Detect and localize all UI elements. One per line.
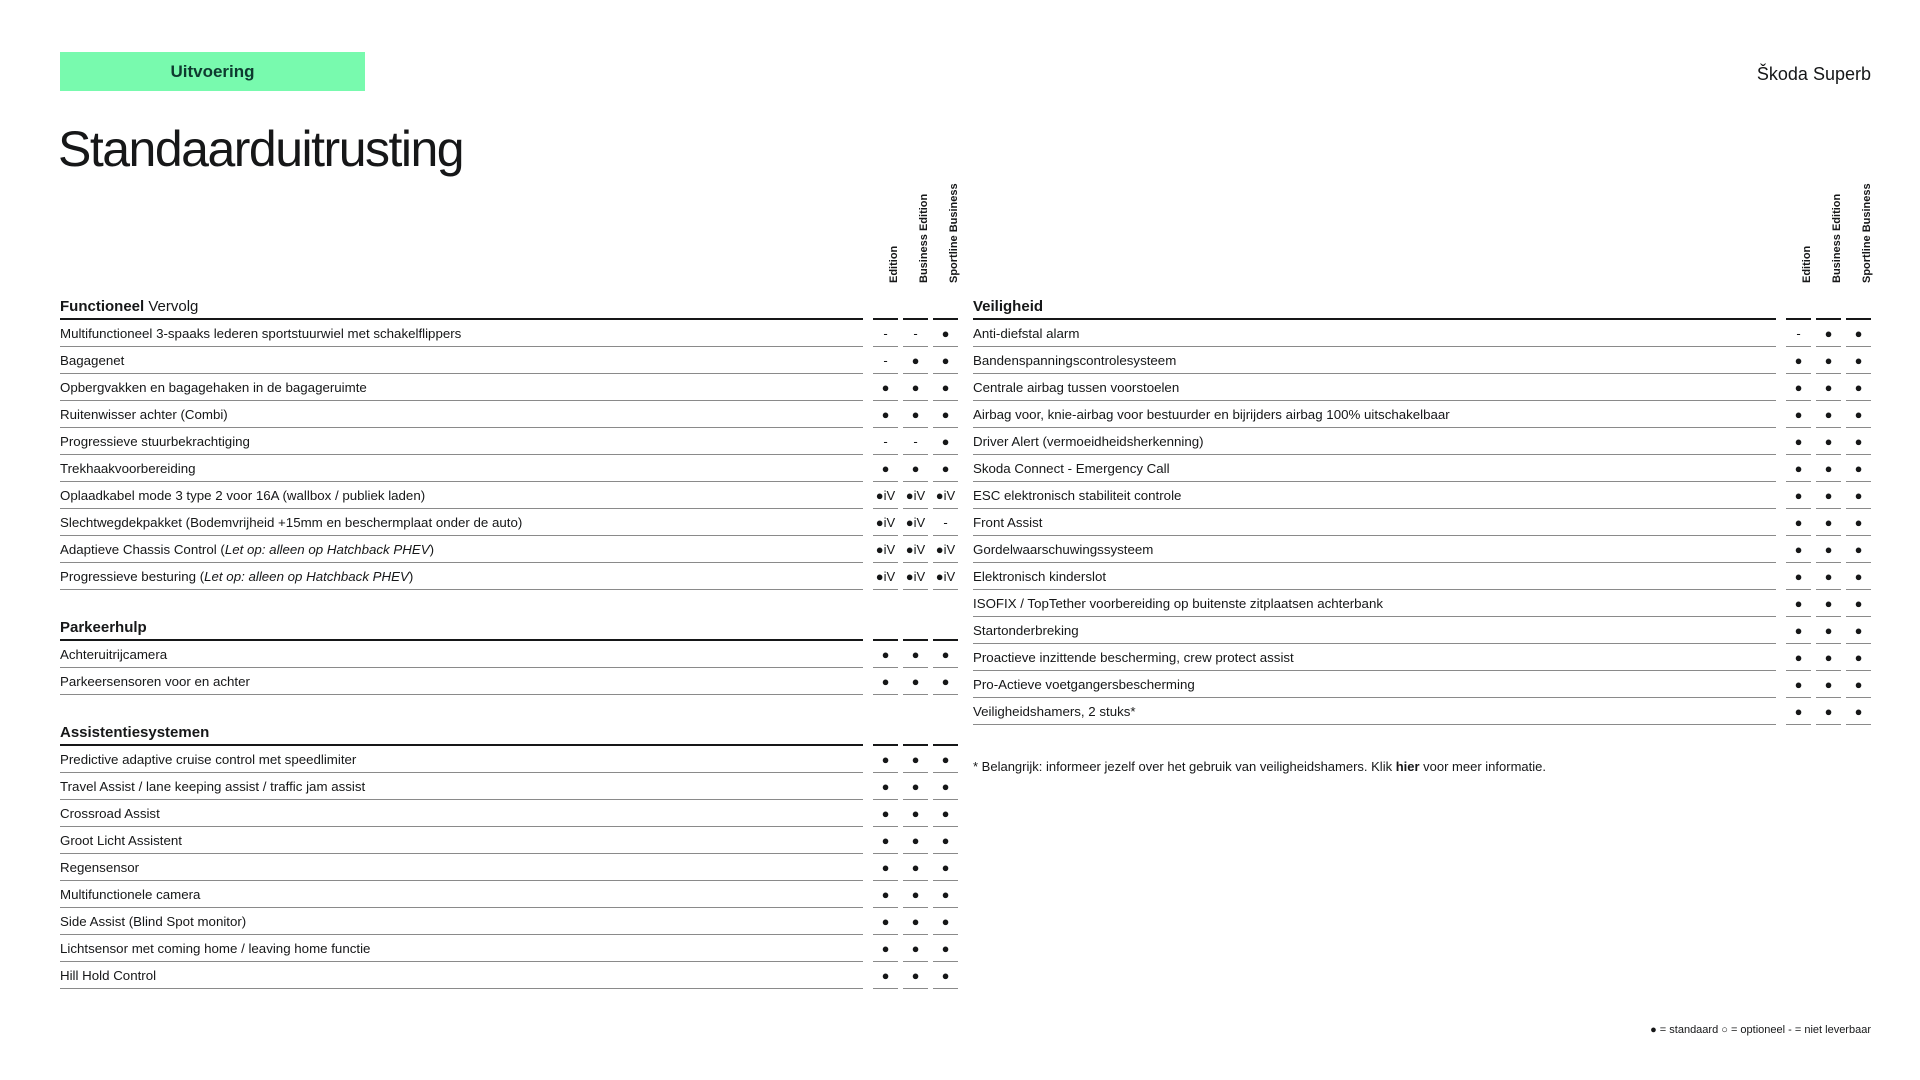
feature-label: Parkeersensoren voor en achter [60, 668, 863, 695]
availability-cell: ● [1846, 374, 1871, 401]
availability-cell: ● [903, 854, 928, 881]
feature-label: Gordelwaarschuwingssysteem [973, 536, 1776, 563]
feature-label: Regensensor [60, 854, 863, 881]
column-header-business-edition: Business Edition [918, 193, 930, 283]
availability-cell: - [873, 347, 898, 374]
availability-cell: ● [933, 668, 958, 695]
table-row [973, 347, 1871, 374]
section [60, 616, 958, 695]
availability-cell: ● [1816, 590, 1841, 617]
table-row [60, 428, 958, 455]
availability-cell: - [933, 509, 958, 536]
section [973, 295, 1871, 725]
availability-cell: ● [1786, 428, 1811, 455]
left-column [60, 183, 960, 989]
availability-cell: ● [1786, 590, 1811, 617]
availability-cell: ● [933, 935, 958, 962]
table-row [60, 641, 958, 668]
availability-cell: ●iV [873, 509, 898, 536]
availability-cell: ●iV [873, 482, 898, 509]
availability-cell: ● [933, 641, 958, 668]
availability-cell: ● [933, 374, 958, 401]
availability-cell: ● [1816, 401, 1841, 428]
table-row [973, 644, 1871, 671]
availability-cell: ● [933, 428, 958, 455]
availability-cell: ● [1816, 482, 1841, 509]
availability-cell: ●iV [903, 563, 928, 590]
table-row [60, 374, 958, 401]
availability-cell: ● [933, 455, 958, 482]
table-row [60, 800, 958, 827]
column-headers [60, 183, 960, 295]
feature-label: Hill Hold Control [60, 962, 863, 989]
availability-cell: ● [1786, 698, 1811, 725]
feature-label: Elektronisch kinderslot [973, 563, 1776, 590]
table-row [973, 698, 1871, 725]
availability-cell: ● [873, 800, 898, 827]
availability-cell: ● [1786, 671, 1811, 698]
feature-label: Anti-diefstal alarm [973, 320, 1776, 347]
table-row [973, 428, 1871, 455]
feature-label: Achteruitrijcamera [60, 641, 863, 668]
feature-label: Progressieve besturing ( Let op: alleen op Hatchback PHEV ) [60, 563, 863, 590]
availability-cell: ● [933, 800, 958, 827]
availability-cell: ● [903, 881, 928, 908]
table-row [973, 455, 1871, 482]
column-headers [973, 183, 1873, 295]
feature-label: Progressieve stuurbekrachtiging [60, 428, 863, 455]
availability-cell: ● [1786, 347, 1811, 374]
availability-cell: ● [873, 773, 898, 800]
availability-cell: ● [933, 347, 958, 374]
availability-cell: ● [933, 827, 958, 854]
feature-label: Groot Licht Assistent [60, 827, 863, 854]
column-header-edition: Edition [1801, 245, 1813, 283]
table-row [973, 509, 1871, 536]
availability-cell: ● [1816, 455, 1841, 482]
availability-cell: ● [903, 455, 928, 482]
availability-cell: ● [1846, 347, 1871, 374]
availability-cell: ● [1846, 644, 1871, 671]
feature-label: Opbergvakken en bagagehaken in de bagageruimte [60, 374, 863, 401]
availability-cell: ● [1786, 374, 1811, 401]
availability-cell: ● [1846, 401, 1871, 428]
availability-cell: ● [903, 641, 928, 668]
table-row [60, 563, 958, 590]
availability-cell: ● [873, 668, 898, 695]
feature-label: ISOFIX / TopTether voorbereiding op buitenste zitplaatsen achterbank [973, 590, 1776, 617]
brand-name: Škoda Superb [1756, 64, 1871, 84]
more-info-link[interactable]: hier [1395, 759, 1420, 774]
availability-cell: ●iV [903, 482, 928, 509]
availability-cell: ● [1816, 320, 1841, 347]
availability-cell: ● [933, 962, 958, 989]
availability-cell: ● [1786, 455, 1811, 482]
availability-cell: ● [903, 827, 928, 854]
availability-cell: ●iV [933, 536, 958, 563]
feature-label: Crossroad Assist [60, 800, 863, 827]
availability-cell: ● [903, 374, 928, 401]
availability-cell: ● [873, 374, 898, 401]
feature-label: Trekhaakvoorbereiding [60, 455, 863, 482]
feature-label: Adaptieve Chassis Control ( Let op: alleen op Hatchback PHEV ) [60, 536, 863, 563]
availability-cell: ● [1816, 617, 1841, 644]
column-header-sportline-business: Sportline Business [948, 183, 960, 283]
availability-cell: ● [933, 746, 958, 773]
availability-cell: - [1786, 320, 1811, 347]
feature-label: Ruitenwisser achter (Combi) [60, 401, 863, 428]
availability-cell: ● [1846, 698, 1871, 725]
feature-label: Travel Assist / lane keeping assist / traffic jam assist [60, 773, 863, 800]
table-row [973, 617, 1871, 644]
feature-label: ESC elektronisch stabiliteit controle [973, 482, 1776, 509]
feature-label: Multifunctioneel 3-spaaks lederen sportstuurwiel met schakelflippers [60, 320, 863, 347]
availability-cell: ● [1816, 644, 1841, 671]
availability-cell: ● [873, 455, 898, 482]
availability-cell: ● [903, 347, 928, 374]
feature-label: Centrale airbag tussen voorstoelen [973, 374, 1776, 401]
availability-cell: ●iV [933, 482, 958, 509]
availability-cell: ● [1786, 536, 1811, 563]
table-row [973, 590, 1871, 617]
availability-cell: - [903, 428, 928, 455]
feature-label: Slechtwegdekpakket (Bodemvrijheid +15mm en beschermplaat onder de auto) [60, 509, 863, 536]
availability-cell: ● [1846, 590, 1871, 617]
feature-label: Driver Alert (vermoeidheidsherkenning) [973, 428, 1776, 455]
availability-cell: ● [903, 800, 928, 827]
availability-cell: ● [933, 320, 958, 347]
table-row [60, 962, 958, 989]
feature-label: Pro-Actieve voetgangersbescherming [973, 671, 1776, 698]
availability-cell: ● [1816, 563, 1841, 590]
table-row [60, 881, 958, 908]
availability-cell: ● [1846, 482, 1871, 509]
availability-cell: ● [873, 935, 898, 962]
availability-cell: ●iV [873, 536, 898, 563]
availability-cell: - [903, 320, 928, 347]
feature-label: Side Assist (Blind Spot monitor) [60, 908, 863, 935]
table-row [60, 536, 958, 563]
table-row [60, 455, 958, 482]
table-row [60, 773, 958, 800]
availability-cell: ● [1816, 347, 1841, 374]
table-row [973, 563, 1871, 590]
availability-cell: ●iV [873, 563, 898, 590]
availability-cell: ● [1846, 320, 1871, 347]
availability-cell: ● [873, 881, 898, 908]
table-row [60, 908, 958, 935]
availability-cell: ● [1846, 455, 1871, 482]
availability-cell: ● [1786, 401, 1811, 428]
feature-label: Skoda Connect - Emergency Call [973, 455, 1776, 482]
availability-cell: ●iV [903, 509, 928, 536]
availability-cell: ● [1786, 509, 1811, 536]
feature-label: Multifunctionele camera [60, 881, 863, 908]
availability-cell: ● [1846, 617, 1871, 644]
table-row [60, 320, 958, 347]
feature-label: Veiligheidshamers, 2 stuks* [973, 698, 1776, 725]
availability-cell: ● [903, 746, 928, 773]
availability-cell: ● [1786, 617, 1811, 644]
availability-cell: ● [1816, 698, 1841, 725]
table-row [60, 827, 958, 854]
column-header-edition: Edition [888, 245, 900, 283]
feature-label: Airbag voor, knie-airbag voor bestuurder en bijrijders airbag 100% uitschakelbaar [973, 401, 1776, 428]
table-row [60, 401, 958, 428]
legend: ● = standaard ○ = optioneel - = niet leverbaar [1650, 1024, 1871, 1036]
feature-label: Startonderbreking [973, 617, 1776, 644]
table-row [973, 320, 1871, 347]
availability-cell: - [873, 428, 898, 455]
footnote: * Belangrijk: informeer jezelf over het gebruik van veiligheidshamers. Klik hier voor meer informatie. [973, 759, 1546, 774]
section-title: Assistentiesystemen [60, 721, 958, 746]
feature-label: Bagagenet [60, 347, 863, 374]
table-row [973, 671, 1871, 698]
availability-cell: ● [873, 908, 898, 935]
availability-cell: ● [903, 773, 928, 800]
availability-cell: ● [1816, 509, 1841, 536]
availability-cell: ● [903, 401, 928, 428]
availability-cell: - [873, 320, 898, 347]
right-column [973, 183, 1873, 774]
availability-cell: ● [873, 746, 898, 773]
column-header-business-edition: Business Edition [1831, 193, 1843, 283]
table-row [60, 509, 958, 536]
table-row [973, 401, 1871, 428]
availability-cell: ● [933, 881, 958, 908]
availability-cell: ● [1816, 374, 1841, 401]
feature-label: Lichtsensor met coming home / leaving home functie [60, 935, 863, 962]
availability-cell: ● [903, 962, 928, 989]
availability-cell: ● [903, 935, 928, 962]
feature-label: Proactieve inzittende bescherming, crew protect assist [973, 644, 1776, 671]
table-row [60, 746, 958, 773]
section-title: Parkeerhulp [60, 616, 958, 641]
section-title: Functioneel Vervolg [60, 295, 958, 320]
page-title: Standaarduitrusting [58, 121, 464, 177]
table-row [60, 854, 958, 881]
availability-cell: ● [1846, 563, 1871, 590]
availability-cell: ● [1846, 428, 1871, 455]
availability-cell: ● [933, 773, 958, 800]
availability-cell: ● [873, 401, 898, 428]
availability-cell: ● [903, 668, 928, 695]
section-tag: Uitvoering [60, 52, 365, 91]
table-row [60, 347, 958, 374]
availability-cell: ● [933, 854, 958, 881]
availability-cell: ● [873, 827, 898, 854]
feature-label: Predictive adaptive cruise control met speedlimiter [60, 746, 863, 773]
table-row [973, 482, 1871, 509]
availability-cell: ● [1816, 536, 1841, 563]
availability-cell: ● [1786, 482, 1811, 509]
availability-cell: ● [1846, 671, 1871, 698]
table-row [60, 668, 958, 695]
availability-cell: ● [933, 401, 958, 428]
availability-cell: ● [903, 908, 928, 935]
availability-cell: ● [933, 908, 958, 935]
section [60, 295, 958, 590]
availability-cell: ● [1846, 536, 1871, 563]
availability-cell: ● [1816, 428, 1841, 455]
availability-cell: ●iV [903, 536, 928, 563]
feature-label: Bandenspanningscontrolesysteem [973, 347, 1776, 374]
table-row [60, 935, 958, 962]
availability-cell: ● [1816, 671, 1841, 698]
table-row [60, 482, 958, 509]
section-title: Veiligheid [973, 295, 1871, 320]
table-row [973, 536, 1871, 563]
availability-cell: ● [873, 854, 898, 881]
availability-cell: ●iV [933, 563, 958, 590]
feature-label: Front Assist [973, 509, 1776, 536]
availability-cell: ● [1846, 509, 1871, 536]
table-row [973, 374, 1871, 401]
availability-cell: ● [873, 641, 898, 668]
column-header-sportline-business: Sportline Business [1861, 183, 1873, 283]
availability-cell: ● [1786, 563, 1811, 590]
feature-label: Oplaadkabel mode 3 type 2 voor 16A (wallbox / publiek laden) [60, 482, 863, 509]
section [60, 721, 958, 989]
availability-cell: ● [1786, 644, 1811, 671]
availability-cell: ● [873, 962, 898, 989]
